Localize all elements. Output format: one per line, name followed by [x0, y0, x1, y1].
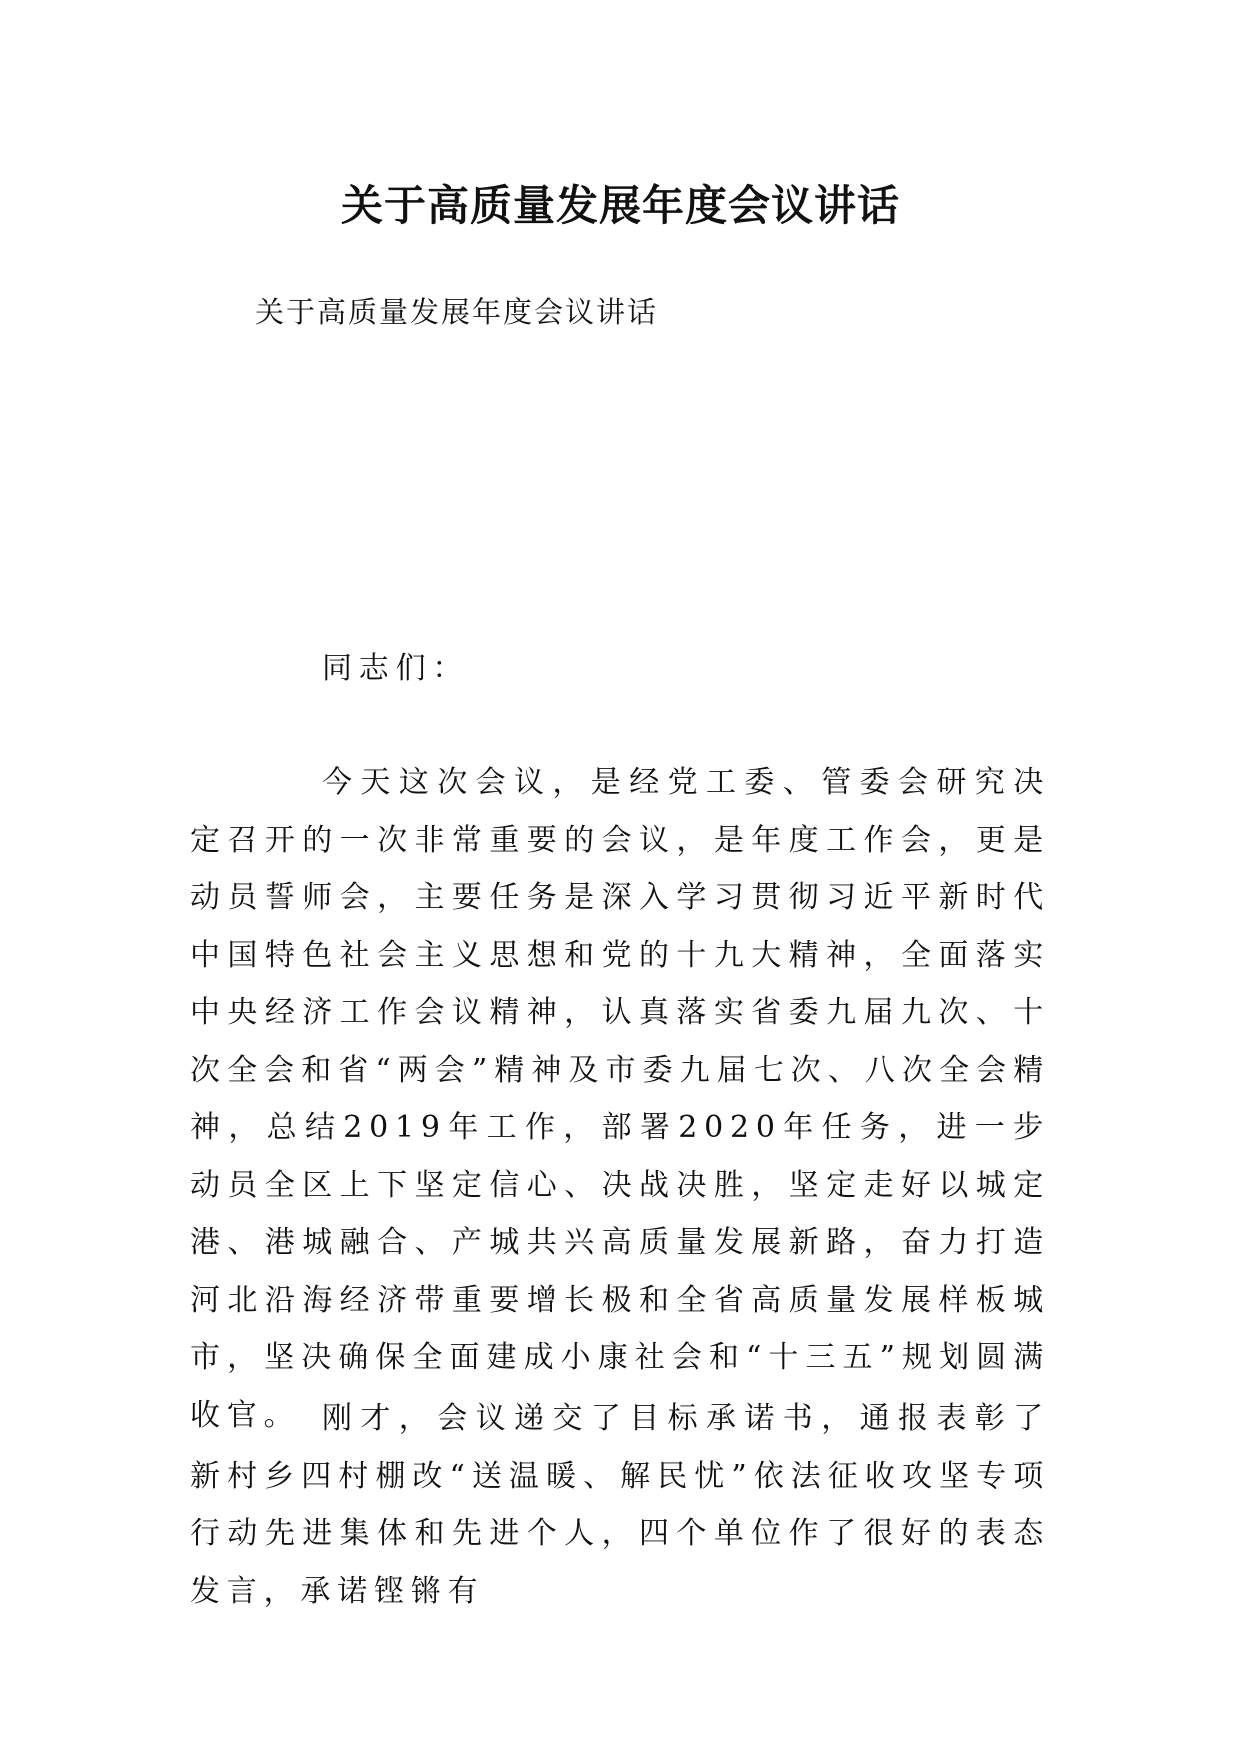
page-title: 关于高质量发展年度会议讲话 [340, 181, 900, 231]
paragraph-1: 今天这次会议，是经党工委、管委会研究决定召开的一次非常重要的会议，是年度工作会，更是动员誓师会，主要任务是深入学习贯彻习近平新时代中国特色社会主义思想和党的十九大精神，全面落实中央经济工作会议精神，认真落实省委九届九次、十次全会和省“两会”精神及市委九届七次、八次全会精神，总结2019年工作，部署2020年任务，进一步动员全区上下坚定信心、决战决胜，坚定走好以城定港、港城融合、产城共兴高质量发展新路，奋力打造河北沿海经济带重要增长极和全省高质量发展样板城市，坚决确保全面建成小康社会和“十三五”规划圆满收官。 [190, 765, 1050, 1433]
paragraph-2: 刚才，会议递交了目标承诺书，通报表彰了新村乡四村棚改“送温暖、解民忧”依法征收攻坚专项行动先进集体和先进个人，四个单位作了很好的表态发言，承诺铿锵有 [190, 1401, 1050, 1609]
document-subtitle: 关于高质量发展年度会议讲话 [255, 295, 659, 329]
greeting: 同志们： [322, 651, 470, 686]
